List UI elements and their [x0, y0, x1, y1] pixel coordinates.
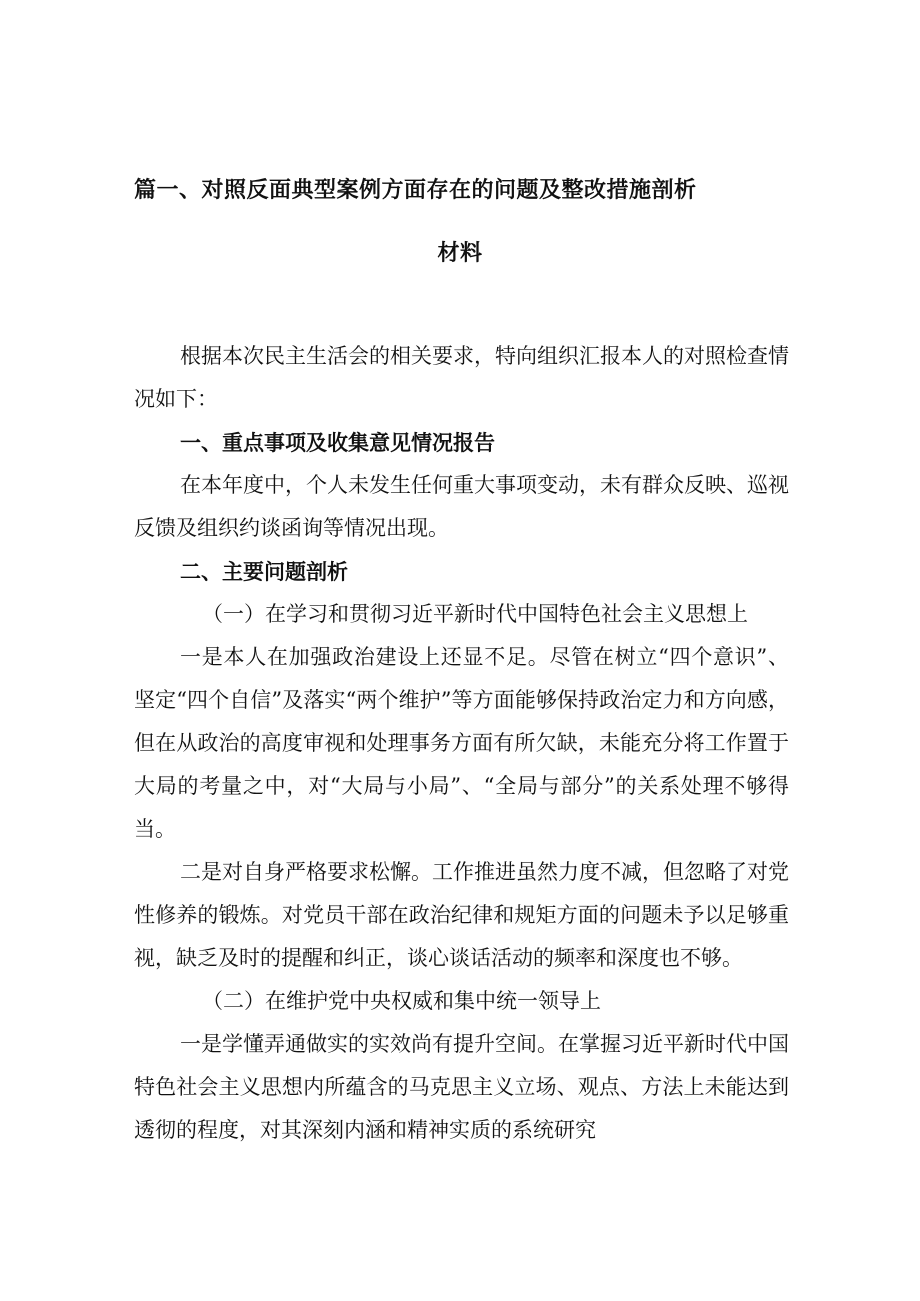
- intro-paragraph: 根据本次民主生活会的相关要求，特向组织汇报本人的对照检查情况如下：: [134, 344, 789, 411]
- section-heading-1: 一、重点事项及收集意见情况报告: [180, 430, 495, 455]
- subsection-heading-1: （一）在学习和贯彻习近平新时代中国特色社会主义思想上: [202, 602, 748, 626]
- document-body: [134, 335, 789, 1152]
- subsection-1-paragraph-1: 一是本人在加强政治建设上还显不足。尽管在树立“四个意识”、坚定“四个自信”及落实“两个维护”等方面能够保持政治定力和方向感，但在从政治的高度审视和处理事务方面有所欠缺，未能充分将工作置于大局的考量之中，对“大局与小局”、“全局与部分”的关系处理不够得当。: [134, 645, 789, 841]
- section-1-paragraph: 在本年度中，个人未发生任何重大事项变动，未有群众反映、巡视反馈及组织约谈函询等情况出现。: [134, 473, 789, 540]
- section-heading-2: 二、主要问题剖析: [180, 559, 348, 584]
- document-title-line1: 篇一、对照反面典型案例方面存在的问题及整改措施剖析: [134, 177, 697, 203]
- subsection-1-paragraph-2: 二是对自身严格要求松懈。工作推进虽然力度不减，但忽略了对党性修养的锻炼。对党员干部在政治纪律和规矩方面的问题未予以足够重视，缺乏及时的提醒和纠正，谈心谈话活动的频率和深度也不够。: [134, 860, 789, 970]
- document-title-line2: 材料: [437, 240, 483, 266]
- subsection-2-paragraph-1: 一是学懂弄通做实的实效尚有提升空间。在掌握习近平新时代中国特色社会主义思想内所蕴含的马克思主义立场、观点、方法上未能达到透彻的程度，对其深刻内涵和精神实质的系统研究: [134, 1032, 789, 1142]
- subsection-heading-2: （二）在维护党中央权威和集中统一领导上: [202, 989, 601, 1013]
